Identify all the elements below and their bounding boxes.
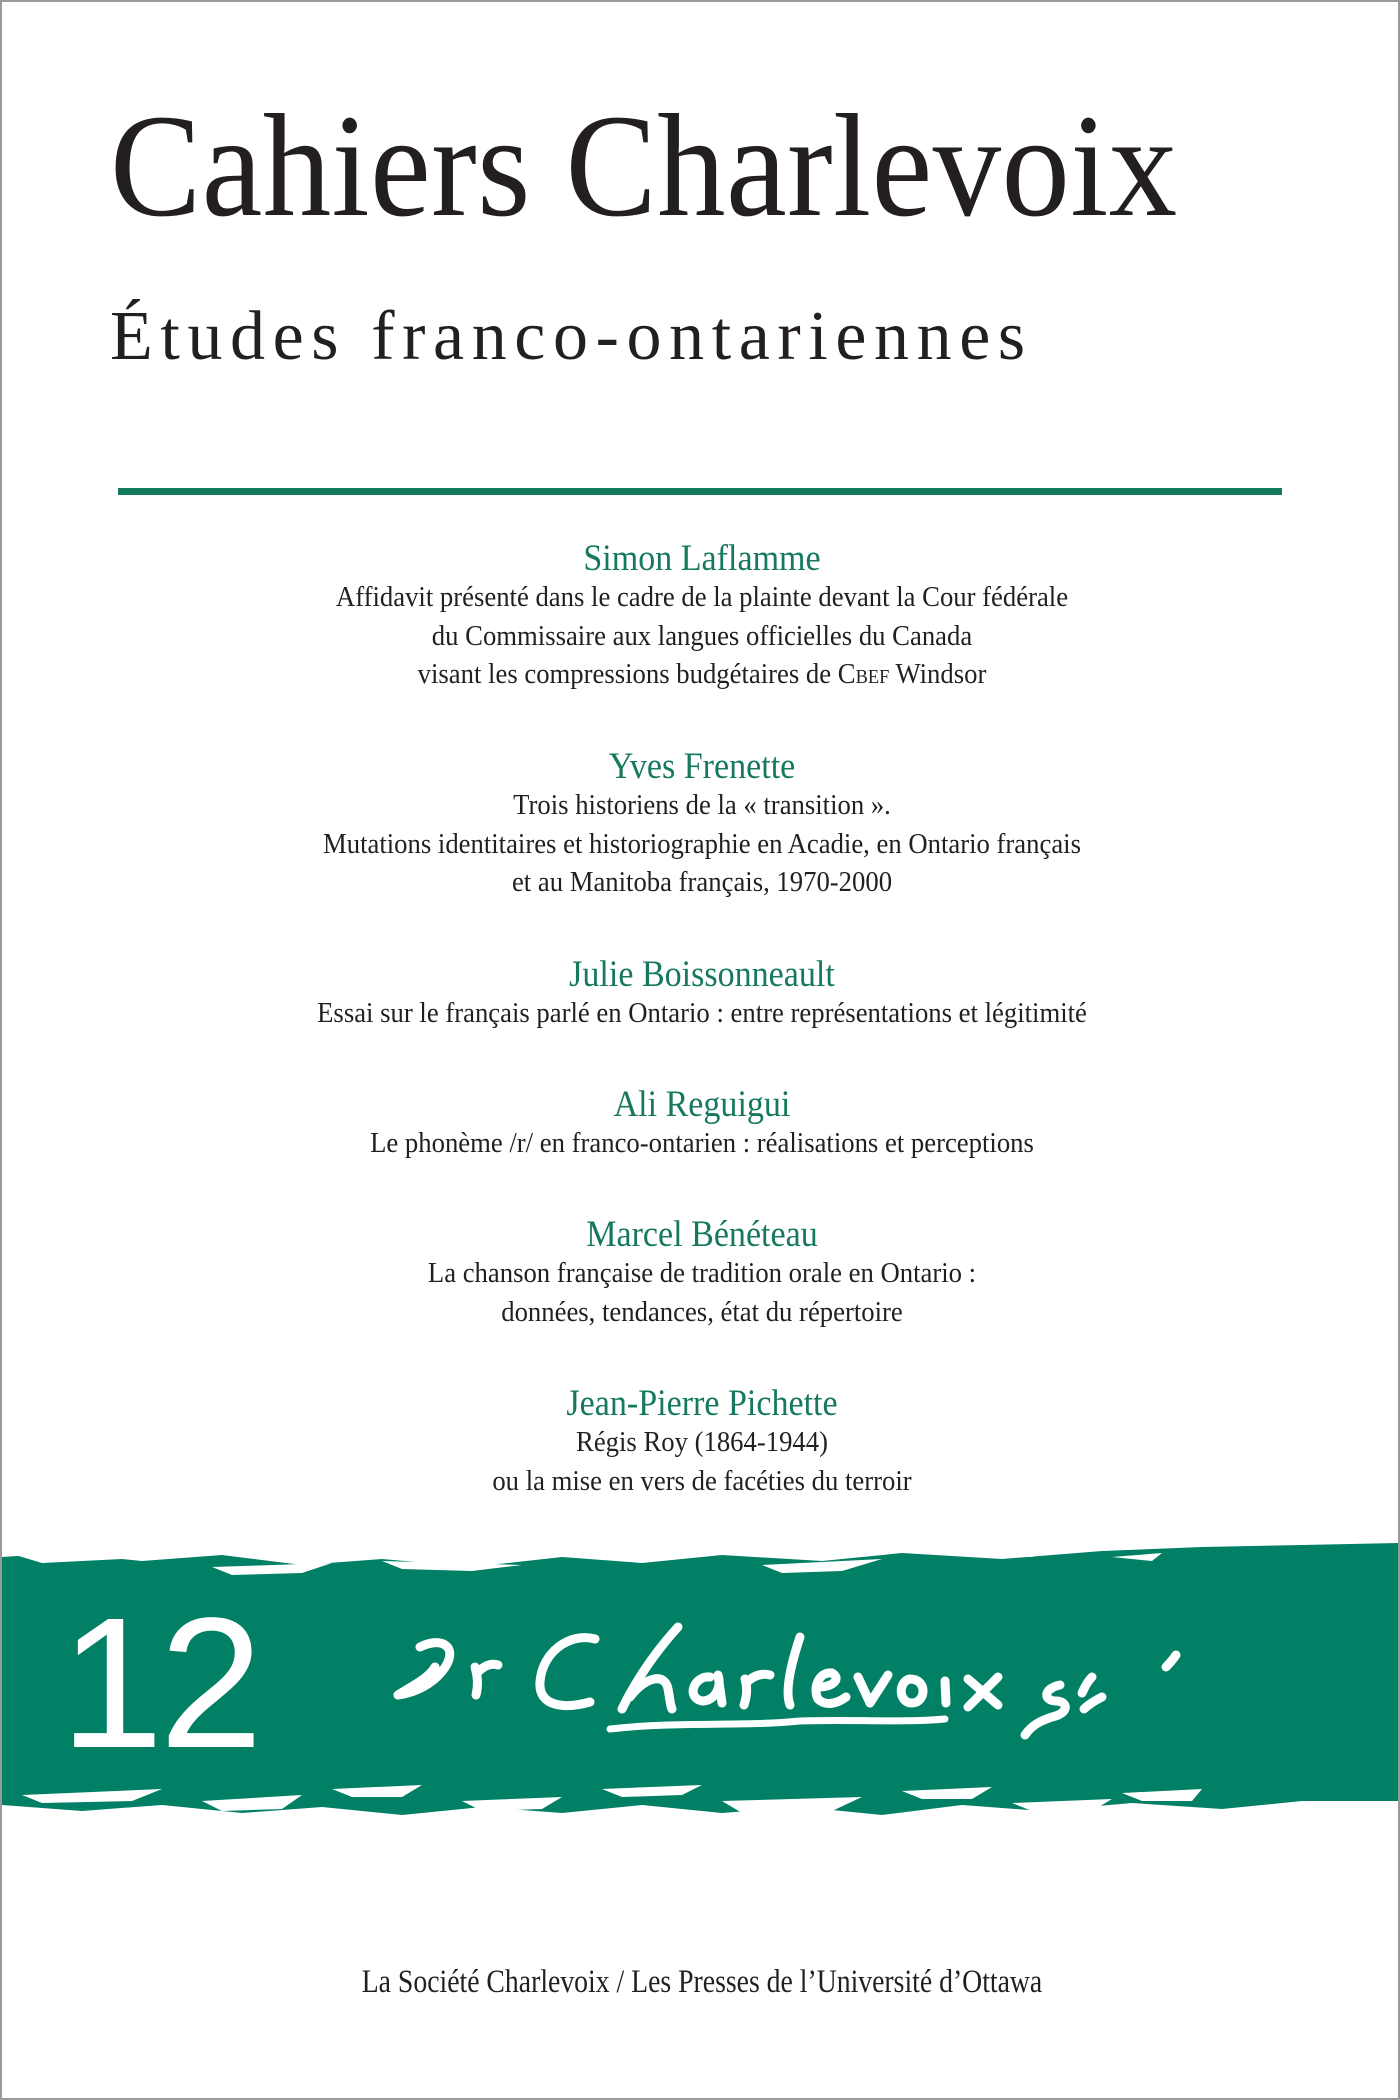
contents-entry: [2, 1384, 1400, 1500]
entry-author: Jean-Pierre Pichette: [566, 1383, 838, 1424]
entry-author: Yves Frenette: [608, 746, 796, 787]
entry-title-line: Régis Roy (1864-1944): [576, 1426, 828, 1458]
entry-title-line: Mutations identitaires et historiographie en Acadie, en Ontario français: [323, 827, 1081, 860]
entry-title-line: du Commissaire aux langues officielles du Canada: [431, 619, 973, 652]
entry-title-line: et au Manitoba français, 1970-2000: [511, 866, 893, 898]
entry-author: Simon Laflamme: [583, 538, 821, 579]
contents-entry: [2, 747, 1400, 902]
entry-title-line: Essai sur le français parlé en Ontario : entre représentations et légitimité: [317, 997, 1087, 1029]
journal-title: Cahiers Charlevoix: [110, 84, 1178, 247]
cbef-acronym: Cbef: [837, 658, 890, 690]
entry-title-line: Le phonème /r/ en franco-ontarien : réalisations et perceptions: [370, 1127, 1034, 1159]
green-divider-rule: [118, 488, 1282, 495]
journal-subtitle: Études franco-ontariennes: [110, 298, 1033, 375]
entry-author: Ali Reguigui: [613, 1084, 791, 1125]
entry-title-line: ou la mise en vers de facéties du terroir: [492, 1464, 912, 1497]
issue-number: 12: [60, 1580, 259, 1787]
entry-author: Julie Boissonneault: [569, 954, 835, 995]
contents-entry: [2, 1085, 1400, 1163]
entry-title-line: données, tendances, état du répertoire: [501, 1295, 903, 1328]
charlevoix-signature: [380, 1617, 1280, 1747]
contents-entry: [2, 539, 1400, 694]
contents-entry: [2, 955, 1400, 1033]
entry-author: Marcel Bénéteau: [586, 1214, 818, 1255]
entry-title-line: Affidavit présenté dans le cadre de la plainte devant la Cour fédérale: [335, 581, 1069, 613]
contents-entry: [2, 1215, 1400, 1331]
entry-title-line: La chanson française de tradition orale en Ontario :: [427, 1257, 977, 1289]
entry-title-line: Trois historiens de la « transition ».: [513, 789, 891, 821]
publisher-line: La Société Charlevoix / Les Presses de l’Université d’Ottawa: [361, 1964, 1043, 2000]
entry-title-line: visant les compressions budgétaires de Cbef Windsor: [417, 658, 987, 690]
